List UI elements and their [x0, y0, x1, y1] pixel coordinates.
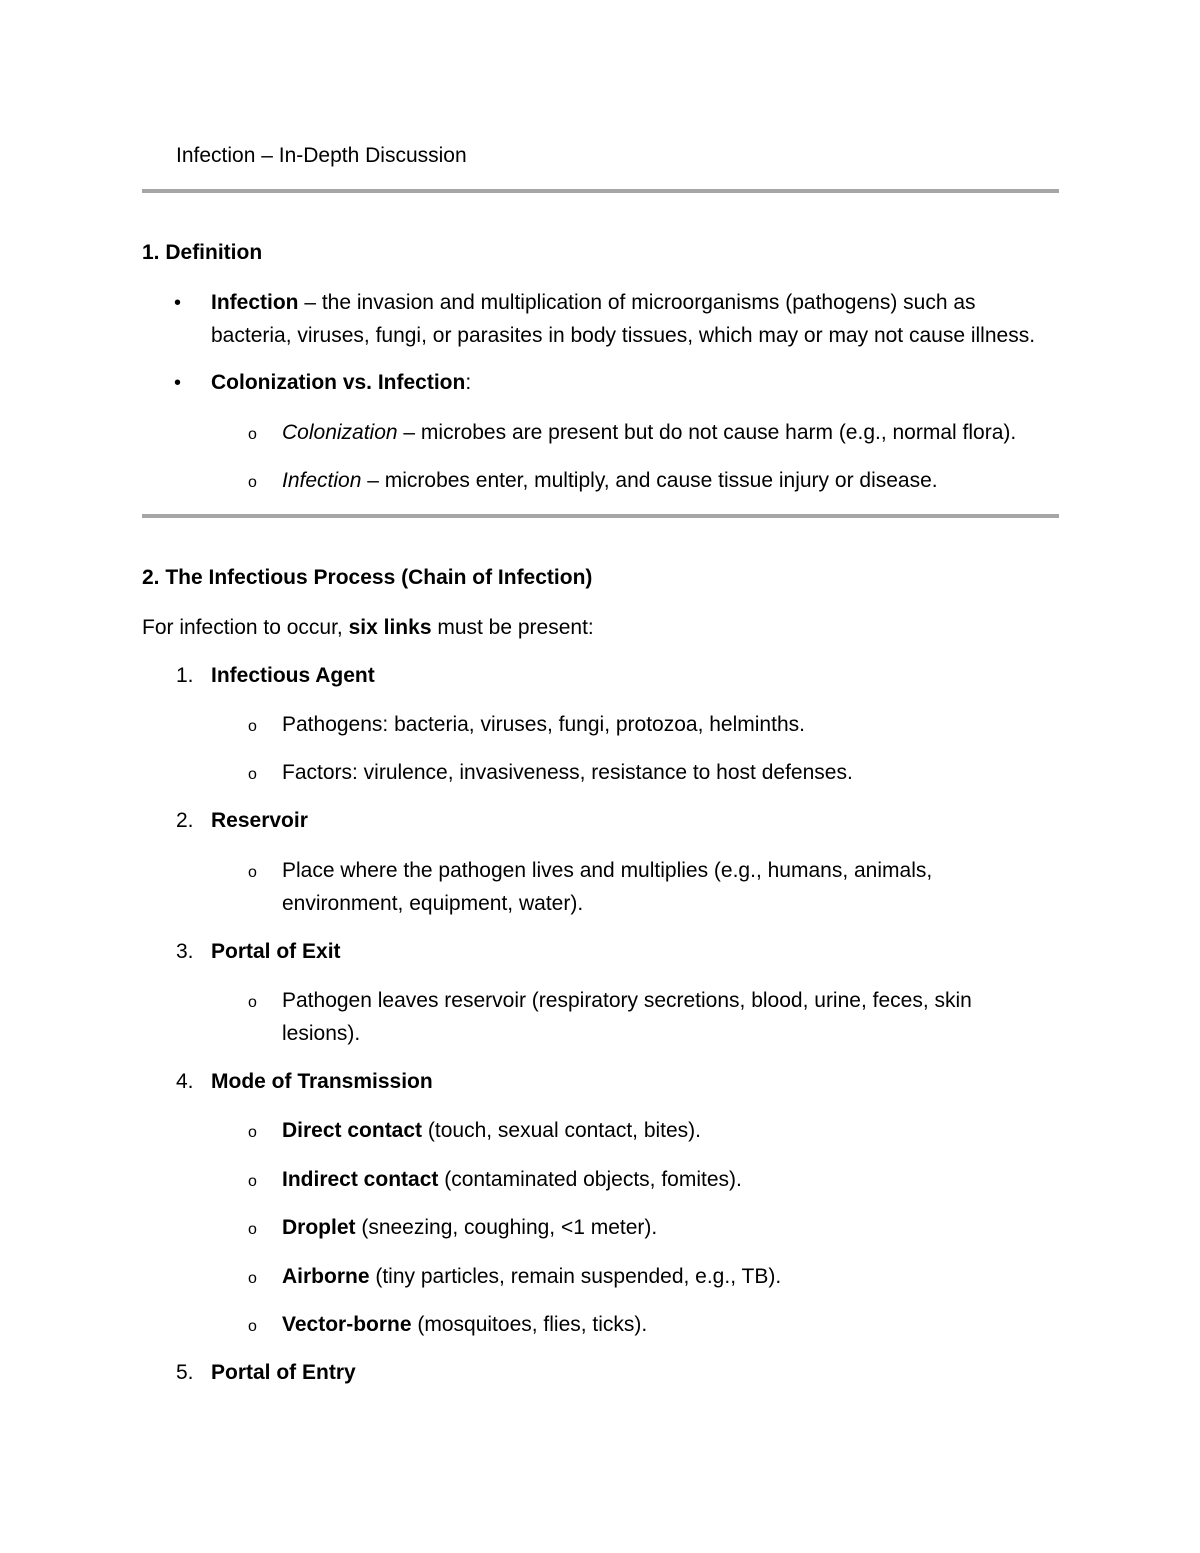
infection-text: – microbes enter, multiply, and cause tissue injury or disease.: [361, 469, 938, 492]
chain-intro: [142, 615, 594, 641]
item-title-infectious-agent: Infectious Agent: [211, 664, 375, 687]
term-indirect-contact: Indirect contact: [282, 1168, 439, 1191]
sub-bullet-icon: o: [248, 718, 257, 735]
term-direct-contact: Direct contact: [282, 1119, 423, 1142]
list-item-continued: lesions).: [282, 1022, 361, 1045]
vector-borne-text: (mosquitoes, flies, ticks).: [411, 1313, 648, 1336]
list-item: Place where the pathogen lives and multiplies (e.g., humans, animals,: [282, 859, 933, 882]
colonization-text: – microbes are present but do not cause harm (e.g., normal flora).: [397, 421, 1017, 444]
list-item: [282, 1167, 742, 1193]
item-title-reservoir: Reservoir: [211, 809, 308, 832]
list-item: Pathogen leaves reservoir (respiratory secretions, blood, urine, feces, skin: [282, 989, 972, 1012]
sub-bullet-icon: o: [248, 1318, 257, 1335]
item-title-portal-of-exit: Portal of Exit: [211, 940, 341, 963]
definition-infection-continued: bacteria, viruses, fungi, or parasites in body tissues, which may or may not cause illness.: [211, 324, 1036, 347]
document-title: Infection – In-Depth Discussion: [176, 144, 467, 167]
sub-bullet-icon: o: [248, 474, 257, 491]
list-item: [282, 1118, 701, 1144]
section-heading-chain-of-infection: 2. The Infectious Process (Chain of Infection): [142, 566, 593, 589]
term-vector-borne: Vector-borne: [282, 1313, 412, 1336]
item-title-mode-of-transmission: Mode of Transmission: [211, 1070, 433, 1093]
sub-bullet-icon: o: [248, 426, 257, 443]
indirect-contact-text: (contaminated objects, fomites).: [438, 1168, 742, 1191]
term-droplet: Droplet: [282, 1216, 356, 1239]
bullet-icon: •: [174, 372, 182, 394]
sub-bullet-icon: o: [248, 994, 257, 1011]
sub-bullet-icon: o: [248, 1173, 257, 1190]
definition-infection: [211, 290, 976, 316]
list-item: Factors: virulence, invasiveness, resistance to host defenses.: [282, 761, 853, 784]
term-infection: Infection: [211, 291, 299, 314]
definition-infection-text: – the invasion and multiplication of microorganisms (pathogens) such as: [298, 291, 976, 314]
list-item: [282, 1215, 657, 1241]
horizontal-rule: [142, 514, 1059, 518]
section-heading-definition: 1. Definition: [142, 241, 263, 264]
list-item-continued: environment, equipment, water).: [282, 892, 584, 915]
list-item: [282, 1312, 647, 1338]
term-infection-italic: Infection: [282, 469, 362, 492]
list-item: Pathogens: bacteria, viruses, fungi, protozoa, helminths.: [282, 713, 805, 736]
term-colonization: Colonization: [282, 421, 398, 444]
term-airborne: Airborne: [282, 1265, 370, 1288]
horizontal-rule: [142, 189, 1059, 193]
intro-post: must be present:: [431, 616, 594, 639]
sub-bullet-icon: o: [248, 1221, 257, 1238]
intro-bold: six links: [348, 616, 432, 639]
direct-contact-text: (touch, sexual contact, bites).: [422, 1119, 702, 1142]
colon: :: [465, 371, 472, 394]
sub-bullet-colonization: [282, 420, 1016, 446]
sub-bullet-icon: o: [248, 1124, 257, 1141]
list-number: 4.: [176, 1070, 194, 1093]
list-number: 1.: [176, 664, 194, 687]
colonization-vs-infection: [211, 370, 471, 396]
intro-pre: For infection to occur,: [142, 616, 349, 639]
airborne-text: (tiny particles, remain suspended, e.g., TB).: [369, 1265, 782, 1288]
sub-bullet-icon: o: [248, 1270, 257, 1287]
term-colonization-vs-infection: Colonization vs. Infection: [211, 371, 466, 394]
bullet-icon: •: [174, 292, 182, 314]
list-number: 5.: [176, 1361, 194, 1384]
list-item: [282, 1264, 781, 1290]
item-title-portal-of-entry: Portal of Entry: [211, 1361, 356, 1384]
sub-bullet-icon: o: [248, 864, 257, 881]
list-number: 2.: [176, 809, 194, 832]
sub-bullet-icon: o: [248, 766, 257, 783]
sub-bullet-infection: [282, 468, 938, 494]
droplet-text: (sneezing, coughing, <1 meter).: [355, 1216, 658, 1239]
list-number: 3.: [176, 940, 194, 963]
